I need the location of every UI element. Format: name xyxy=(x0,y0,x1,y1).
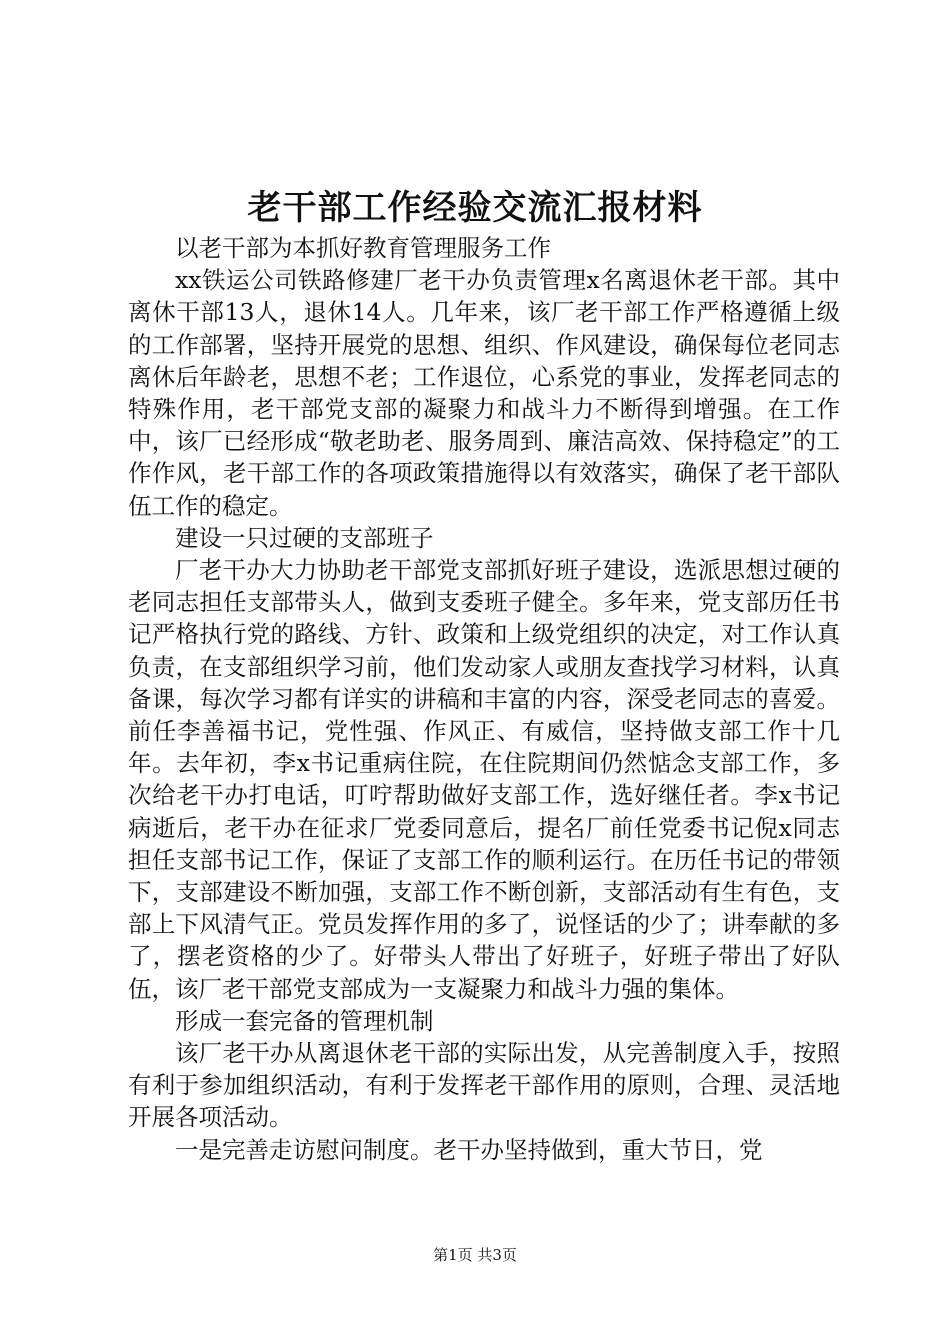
section-heading: 以老干部为本抓好教育管理服务工作 xyxy=(175,234,551,262)
body-paragraph: 该厂老干办从离退休老干部的实际出发，从完善制度入手，按照有利于参加组织活动，有利于发挥老干部作用的原则，合理、灵活地开展各项活动。 xyxy=(128,1039,840,1132)
section-heading: 建设一只过硬的支部班子 xyxy=(175,523,434,552)
body-paragraph: 一是完善走访慰问制度。老干办坚持做到，重大节日，党 xyxy=(175,1135,763,1164)
body-paragraph: xx铁运公司铁路修建厂老干办负责管理x名离退休老干部。其中离休干部13人，退休14人。几年来，该厂老干部工作严格遵循上级的工作部署，坚持开展党的思想、组织、作风建设，确保每位老同志离休后年龄老，思想不老；工作退位，心系党的事业，发挥老同志的特殊作用，老干部党支部的凝聚力和战斗力不断得到增强。在工作中，该厂已经形成“敬老助老、服务周到、廉洁高效、保持稳定”的工作作风，老干部工作的各项政策措施得以有效落实，确保了老干部队伍工作的稳定。 xyxy=(128,266,840,520)
section-heading: 形成一套完备的管理机制 xyxy=(175,1006,434,1035)
body-paragraph: 厂老干办大力协助老干部党支部抓好班子建设，选派思想过硬的老同志担任支部带头人，做到支委班子健全。多年来，党支部历任书记严格执行党的路线、方针、政策和上级党组织的决定，对工作认真负责，在支部组织学习前，他们发动家人或朋友查找学习材料，认真备课，每次学习都有详实的讲稿和丰富的内容，深受老同志的喜爱。前任李善福书记，党性强、作风正、有威信，坚持做支部工作十几年。去年初，李x书记重病住院，在住院期间仍然惦念支部工作，多次给老干办打电话，叮咛帮助做好支部工作，选好继任者。李x书记病逝后，老干办在征求厂党委同意后，提名厂前任党委书记倪x同志担任支部书记工作，保证了支部工作的顺利运行。在历任书记的带领下，支部建设不断加强，支部工作不断创新，支部活动有生有色，支部上下风清气正。党员发挥作用的多了，说怪话的少了；讲奉献的多了，摆老资格的少了。好带头人带出了好班子，好班子带出了好队伍，该厂老干部党支部成为一支凝聚力和战斗力强的集体。 xyxy=(128,556,840,1003)
document-title: 老干部工作经验交流汇报材料 xyxy=(247,188,703,228)
page-footer: 第1页 共3页 xyxy=(433,1246,517,1264)
document-body xyxy=(128,232,840,1166)
